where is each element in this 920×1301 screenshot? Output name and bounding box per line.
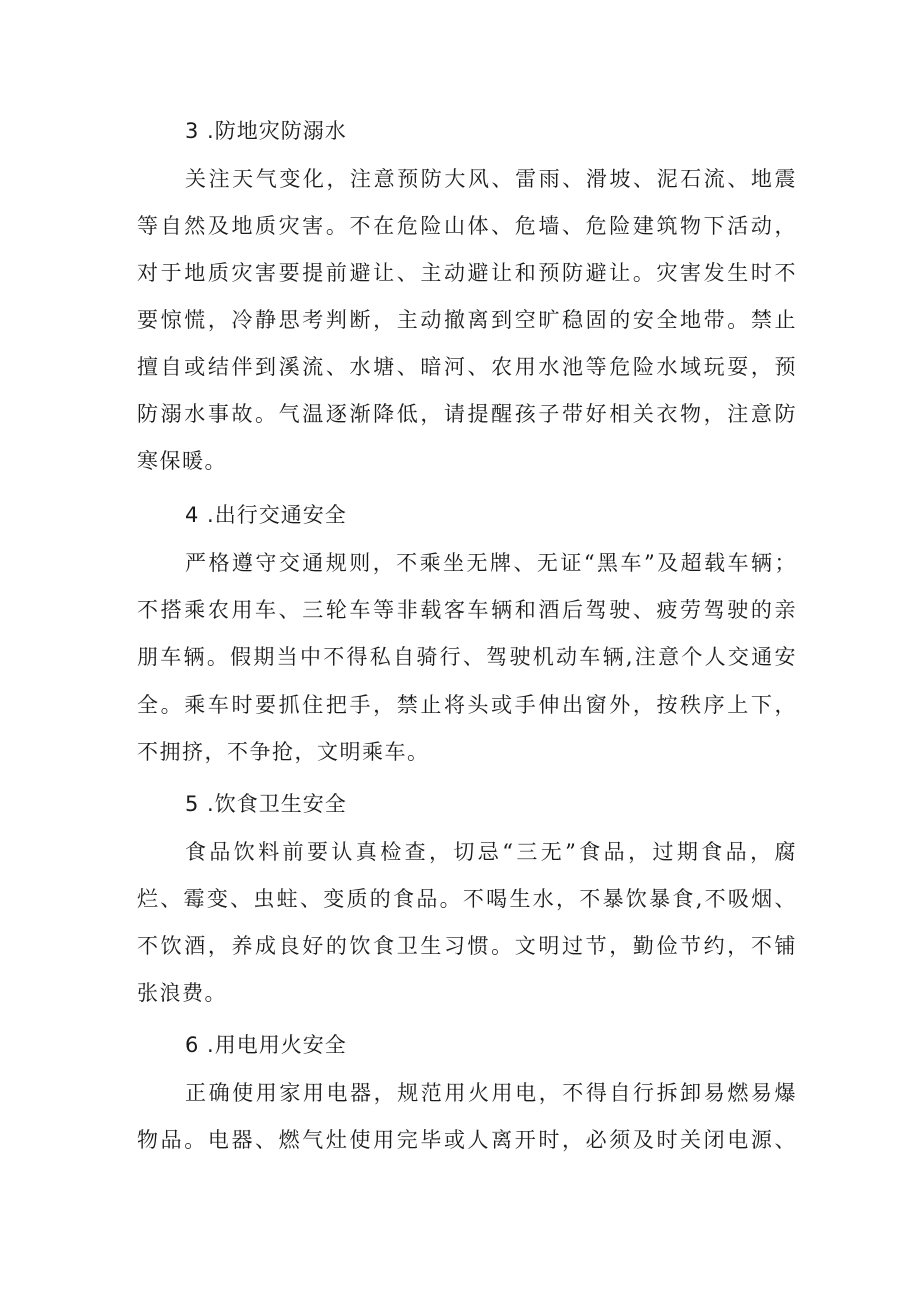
paragraph-line: 不搭乘农用车、三轮车等非载客车辆和酒后驾驶、疲劳驾驶的亲	[137, 598, 797, 622]
section-heading: 3 .防地灾防溺水	[185, 119, 347, 143]
paragraph-line: 不拥挤，不争抢，文明乘车。	[137, 740, 430, 764]
paragraph-line: 物品。电器、燃气灶使用完毕或人离开时，必须及时关闭电源、	[137, 1128, 797, 1152]
paragraph-line: 要惊慌，冷静思考判断，主动撤离到空旷稳固的安全地带。禁止	[137, 308, 797, 332]
paragraph-line: 张浪费。	[137, 981, 227, 1005]
paragraph-line: 朋车辆。假期当中不得私自骑行、驾驶机动车辆,注意个人交通安	[137, 645, 797, 669]
paragraph-line: 寒保暖。	[137, 449, 227, 473]
paragraph-line: 擅自或结伴到溪流、水塘、暗河、农用水池等危险水域玩耍，预	[137, 355, 797, 379]
paragraph-line: 全。乘车时要抓住把手，禁止将头或手伸出窗外，按秩序上下，	[137, 693, 797, 717]
paragraph-line: 正确使用家用电器，规范用火用电，不得自行拆卸易燃易爆	[185, 1081, 797, 1105]
paragraph-line: 不饮酒，养成良好的饮食卫生习惯。文明过节，勤俭节约，不铺	[137, 934, 797, 958]
section-heading: 6 .用电用火安全	[185, 1033, 347, 1057]
paragraph-line: 严格遵守交通规则，不乘坐无牌、无证“黑车”及超载车辆；	[185, 551, 797, 575]
paragraph-line: 等自然及地质灾害。不在危险山体、危墙、危险建筑物下活动，	[137, 214, 797, 238]
paragraph-line: 防溺水事故。气温逐渐降低，请提醒孩子带好相关衣物，注意防	[137, 402, 797, 426]
paragraph-line: 食品饮料前要认真检查，切忌“三无”食品，过期食品，腐	[185, 840, 797, 864]
paragraph-line: 对于地质灾害要提前避让、主动避让和预防避让。灾害发生时不	[137, 261, 797, 285]
section-heading: 4 .出行交通安全	[185, 503, 347, 527]
paragraph-line: 烂、霉变、虫蛀、变质的食品。不喝生水，不暴饮暴食,不吸烟、	[137, 887, 797, 911]
section-heading: 5 .饮食卫生安全	[185, 792, 347, 816]
paragraph-line: 关注天气变化，注意预防大风、雷雨、滑坡、泥石流、地震	[185, 167, 797, 191]
